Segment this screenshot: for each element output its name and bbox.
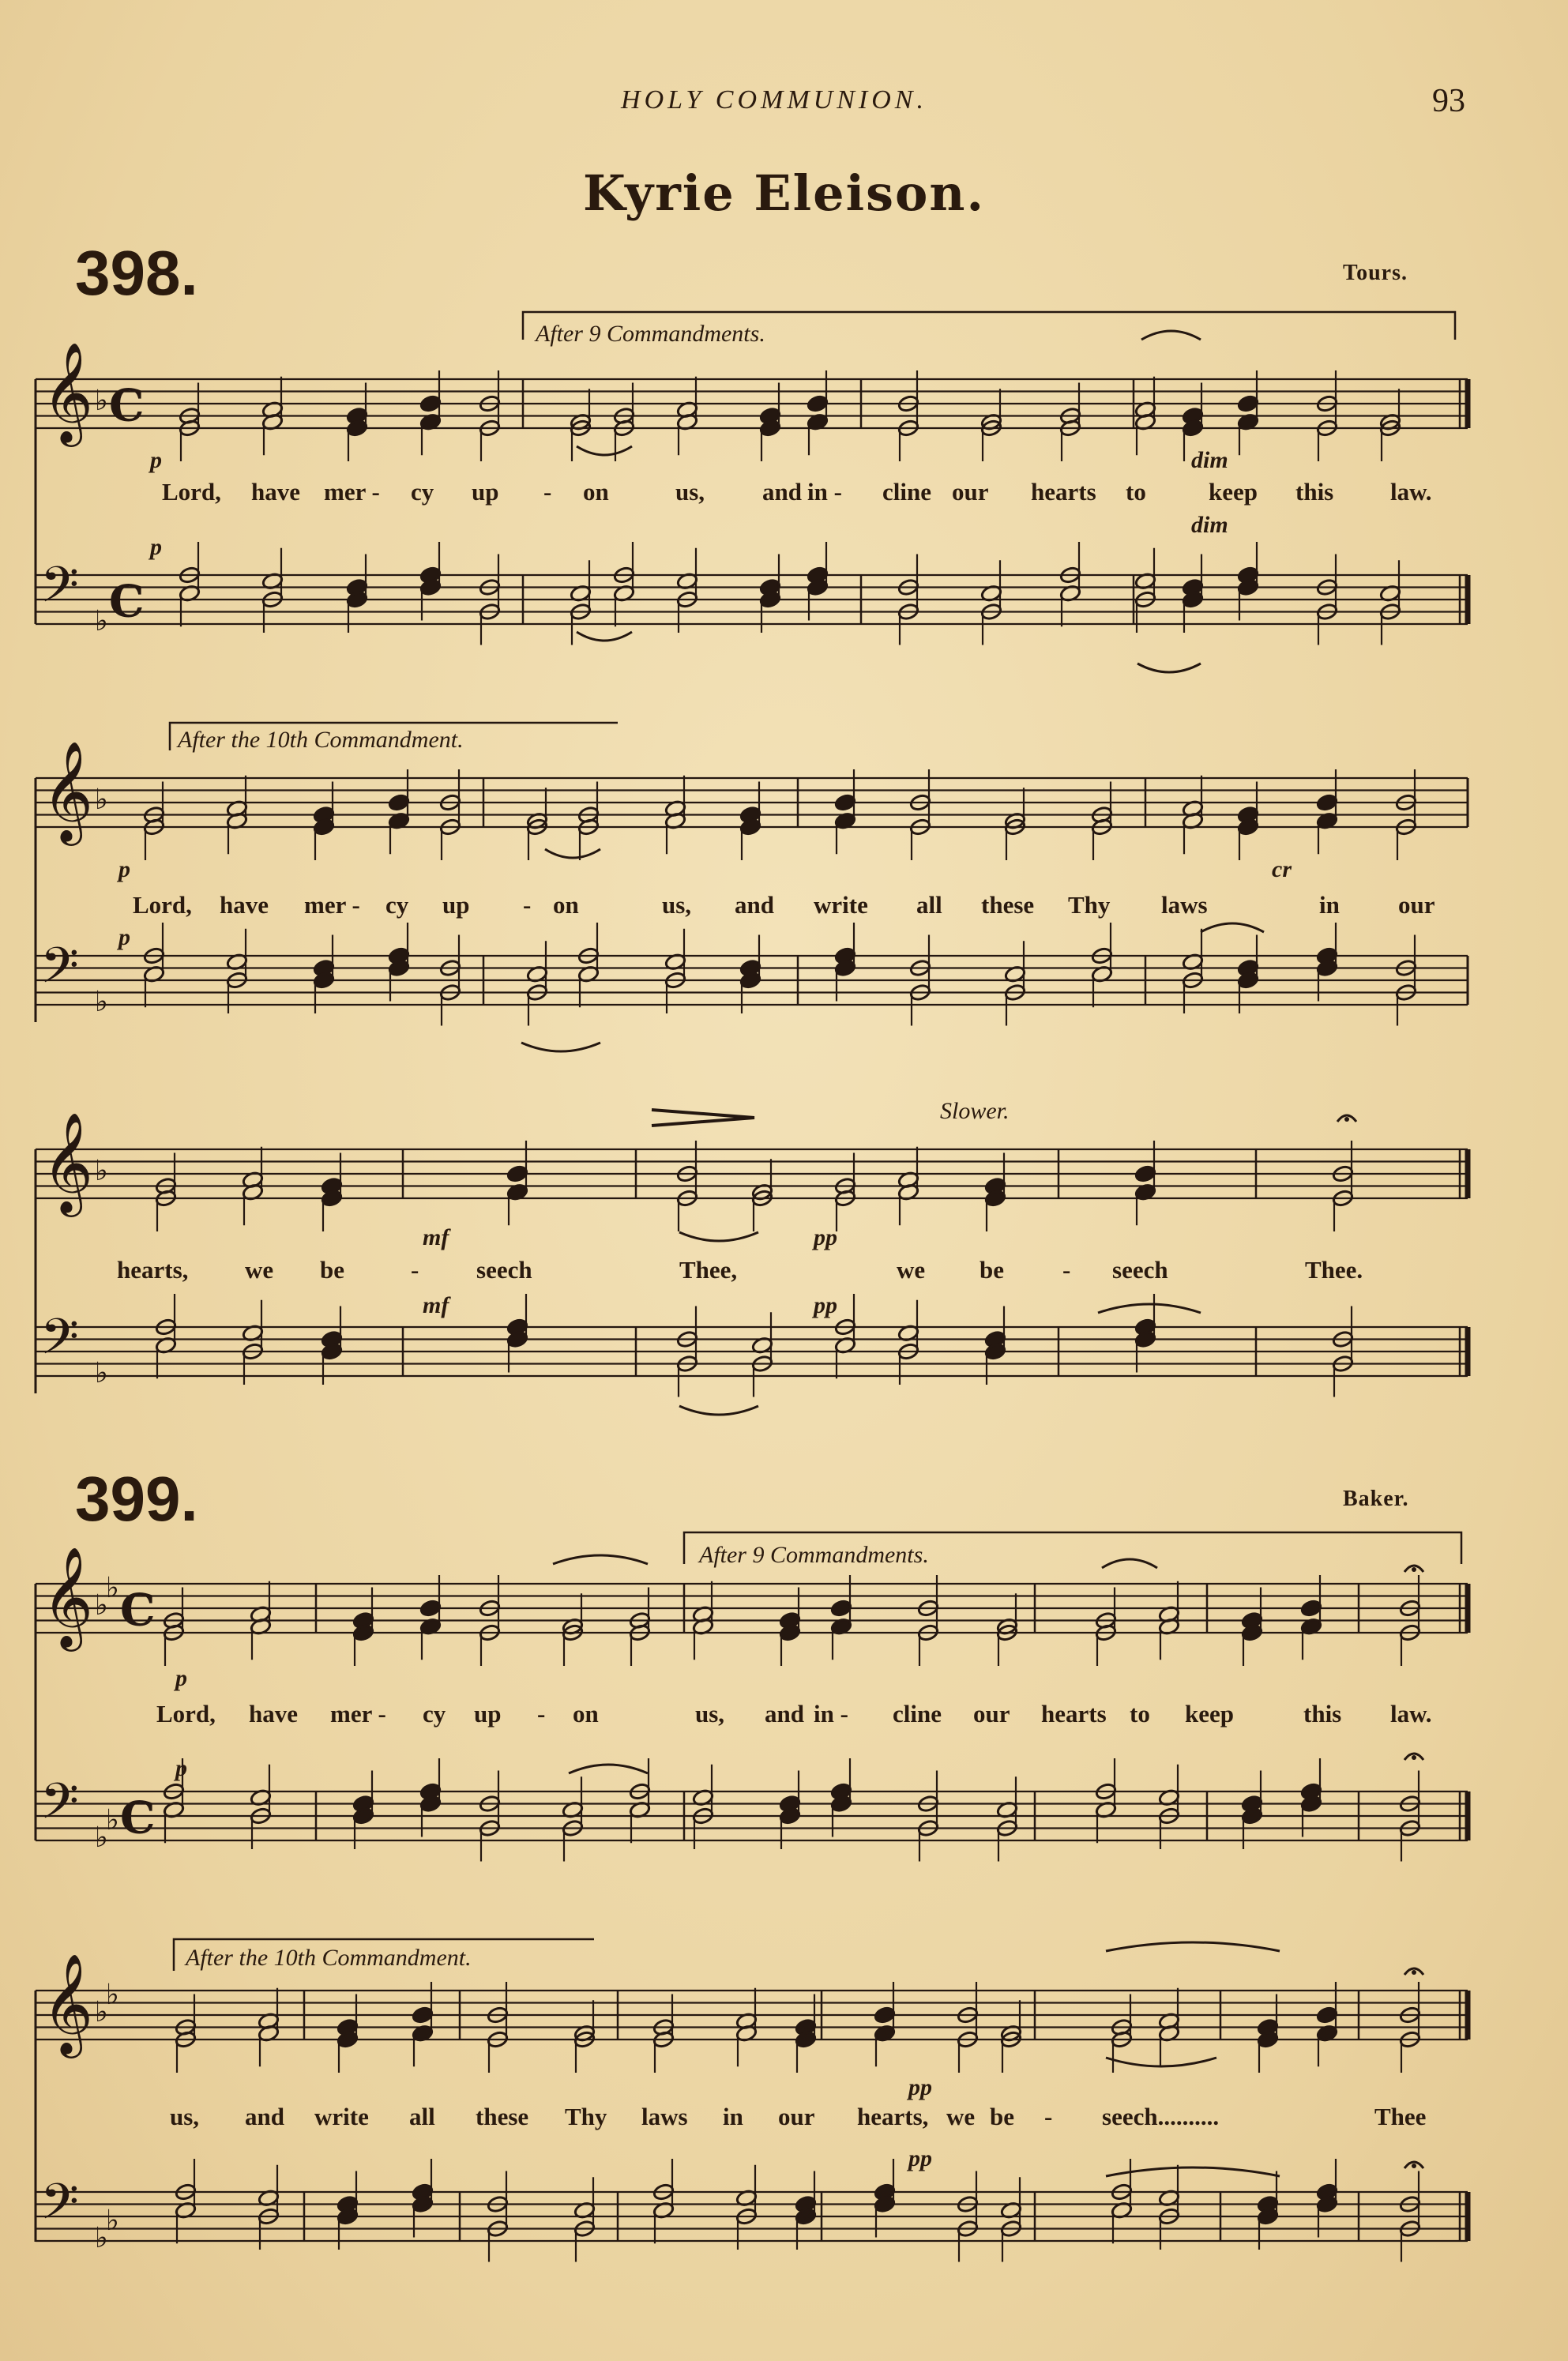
slur xyxy=(1102,1559,1157,1568)
flat-icon: ♭ xyxy=(95,1356,108,1389)
lyric-syllable: cy xyxy=(423,1700,446,1728)
flat-icon: ♭ xyxy=(95,1821,108,1854)
flat-icon: ♭ xyxy=(95,604,108,637)
lyric-syllable: on xyxy=(583,478,609,506)
lyric-syllable: our xyxy=(973,1700,1010,1728)
dynamic-399-1-treble: p xyxy=(175,1665,187,1691)
lyric-syllable: mer - xyxy=(330,1700,386,1728)
lyric-syllable: Thy xyxy=(1068,891,1111,919)
note-head xyxy=(1237,394,1259,412)
flat-icon: ♭ xyxy=(106,1804,119,1837)
slur xyxy=(1137,664,1201,672)
common-time-icon: C xyxy=(109,379,145,432)
lyric-syllable: our xyxy=(952,478,989,506)
lyric-syllable: have xyxy=(220,891,269,919)
slur xyxy=(679,1232,758,1241)
flat-icon: ♭ xyxy=(95,1588,108,1622)
lyric-syllable: and xyxy=(765,1700,804,1728)
dynamic-398-3-pp-treble: pp xyxy=(814,1224,837,1250)
rubric-399-2: After the 10th Commandment. xyxy=(186,1945,472,1971)
slur xyxy=(577,632,632,641)
page-number: 93 xyxy=(1432,83,1465,119)
note-head xyxy=(1316,2006,1338,2024)
page-title: Kyrie Eleison. xyxy=(582,164,986,222)
lyric-syllable: Thee. xyxy=(1305,1256,1363,1284)
lyric-syllable: Thy xyxy=(565,2103,607,2130)
rubric-bracket xyxy=(684,1532,1461,1564)
accent-icon xyxy=(652,1110,754,1126)
lyric-syllable: us, xyxy=(675,478,705,506)
lyric-syllable: hearts xyxy=(1031,478,1096,506)
lyric-syllable: - xyxy=(537,1700,546,1728)
treble-clef-icon: 𝄞 xyxy=(42,1953,94,2054)
lyric-syllable: have xyxy=(249,1700,298,1728)
lyric-syllable: Lord, xyxy=(133,891,192,919)
lyric-syllable: these xyxy=(476,2103,529,2130)
lyric-syllable: write xyxy=(314,2103,369,2130)
note-head xyxy=(506,1164,528,1182)
rubric-bracket xyxy=(174,1939,594,1971)
dynamic-398-1-dim-bass: dim xyxy=(1191,512,1228,538)
lyric-syllable: law. xyxy=(1390,1700,1432,1728)
slur xyxy=(569,1765,648,1773)
lyric-syllable: law. xyxy=(1390,478,1432,506)
lyric-syllable: up xyxy=(442,891,470,919)
lyric-syllable: have xyxy=(251,478,300,506)
slur xyxy=(1201,923,1264,932)
dynamic-398-1-dim-treble: dim xyxy=(1191,447,1228,473)
slur xyxy=(545,849,600,858)
treble-clef-icon: 𝄞 xyxy=(42,1546,94,1647)
lyric-syllable: seech xyxy=(1112,1256,1168,1284)
lyric-syllable: us, xyxy=(170,2103,200,2130)
note-head xyxy=(419,1599,442,1617)
lyric-syllable: this xyxy=(1303,1700,1342,1728)
note-head xyxy=(419,394,442,412)
lyric-syllable: - xyxy=(543,478,552,506)
dynamic-398-3-mf-bass: mf xyxy=(423,1292,449,1318)
tempo-398-3: Slower. xyxy=(940,1098,1010,1124)
note-head xyxy=(412,2006,434,2024)
rubric-bracket xyxy=(523,312,1455,340)
flat-icon: ♭ xyxy=(95,985,108,1018)
lyric-syllable: mer - xyxy=(324,478,380,506)
dynamic-398-1-bass: p xyxy=(150,534,162,560)
flat-icon: ♭ xyxy=(95,1995,108,2028)
lyric-syllable: be xyxy=(980,1256,1004,1284)
slur xyxy=(679,1406,758,1415)
note-head xyxy=(834,793,856,811)
lyric-syllable: in xyxy=(723,2103,743,2130)
dynamic-399-2-pp-bass: pp xyxy=(908,2145,932,2171)
lyric-syllable: on xyxy=(573,1700,599,1728)
lyric-syllable: cy xyxy=(385,891,409,919)
lyric-syllable: up xyxy=(472,478,499,506)
rubric-bracket xyxy=(170,723,618,750)
slur xyxy=(1106,1942,1280,1951)
lyric-syllable: Thee xyxy=(1374,2103,1427,2130)
slur xyxy=(577,446,632,455)
bass-clef-icon: 𝄢 xyxy=(40,936,79,1006)
lyric-syllable: be xyxy=(990,2103,1014,2130)
dynamic-399-1-bass: p xyxy=(175,1755,187,1781)
dynamic-398-3-mf-treble: mf xyxy=(423,1224,449,1250)
running-title: HOLY COMMUNION. xyxy=(621,85,927,115)
composer-399: Baker. xyxy=(1343,1487,1409,1511)
common-time-icon: C xyxy=(120,1584,156,1637)
lyric-syllable: - xyxy=(523,891,532,919)
lyric-syllable: our xyxy=(1398,891,1435,919)
treble-clef-icon: 𝄞 xyxy=(42,740,94,841)
lyric-syllable: Lord, xyxy=(156,1700,216,1728)
treble-clef-icon: 𝄞 xyxy=(42,341,94,442)
slur xyxy=(521,1043,600,1051)
fermata-dot xyxy=(1412,1755,1416,1760)
lyric-syllable: - xyxy=(1044,2103,1053,2130)
bass-clef-icon: 𝄢 xyxy=(40,555,79,626)
slur xyxy=(1141,331,1201,340)
flat-icon: ♭ xyxy=(95,1154,108,1187)
slur xyxy=(1106,2167,1280,2176)
lyric-syllable: these xyxy=(981,891,1035,919)
lyric-syllable: hearts, xyxy=(117,1256,189,1284)
lyric-syllable: cy xyxy=(411,478,434,506)
slur xyxy=(553,1555,648,1564)
common-time-icon: C xyxy=(120,1791,156,1844)
lyric-syllable: be xyxy=(320,1256,344,1284)
slur xyxy=(1098,1304,1201,1313)
lyric-syllable: and xyxy=(735,891,774,919)
lyric-syllable: Lord, xyxy=(162,478,221,506)
lyric-syllable: we xyxy=(245,1256,274,1284)
lyric-syllable: in - xyxy=(807,478,842,506)
note-head xyxy=(1134,1164,1156,1182)
note-head xyxy=(388,793,410,811)
note-head xyxy=(807,394,829,412)
lyric-syllable: hearts, xyxy=(857,2103,929,2130)
lyric-syllable: seech.......... xyxy=(1102,2103,1220,2130)
lyric-syllable: to xyxy=(1130,1700,1150,1728)
lyric-syllable: mer - xyxy=(304,891,360,919)
lyric-syllable: in xyxy=(1319,891,1340,919)
lyric-syllable: all xyxy=(916,891,942,919)
note-head xyxy=(830,1599,852,1617)
note-head xyxy=(1300,1599,1322,1617)
flat-icon: ♭ xyxy=(95,783,108,816)
lyric-syllable: laws xyxy=(641,2103,688,2130)
dynamic-398-1-treble: p xyxy=(150,447,162,473)
dynamic-398-2-cr: cr xyxy=(1272,856,1292,882)
flat-icon: ♭ xyxy=(106,2205,119,2238)
fermata-dot xyxy=(1412,1567,1416,1572)
lyric-syllable: laws xyxy=(1161,891,1208,919)
bass-clef-icon: 𝄢 xyxy=(40,2172,79,2243)
lyric-syllable: to xyxy=(1126,478,1146,506)
treble-clef-icon: 𝄞 xyxy=(42,1111,94,1212)
lyric-syllable: - xyxy=(411,1256,419,1284)
rubric-398-1: After 9 Commandments. xyxy=(536,321,765,347)
bass-clef-icon: 𝄢 xyxy=(40,1307,79,1378)
lyric-syllable: cline xyxy=(882,478,931,506)
dynamic-398-3-pp-bass: pp xyxy=(814,1292,837,1318)
lyric-syllable: on xyxy=(553,891,579,919)
lyric-syllable: Thee, xyxy=(679,1256,738,1284)
dynamic-398-2-treble: p xyxy=(118,856,130,882)
lyric-syllable: and xyxy=(762,478,802,506)
flat-icon: ♭ xyxy=(95,2221,108,2254)
lyric-syllable: all xyxy=(409,2103,435,2130)
fermata-dot xyxy=(1412,1970,1416,1975)
lyric-syllable: hearts xyxy=(1041,1700,1107,1728)
lyric-syllable: in - xyxy=(814,1700,848,1728)
rubric-398-2: After the 10th Commandment. xyxy=(178,727,464,753)
flat-icon: ♭ xyxy=(106,1979,119,2012)
lyric-syllable: we xyxy=(897,1256,926,1284)
lyric-syllable: our xyxy=(778,2103,815,2130)
dynamic-399-2-pp-treble: pp xyxy=(908,2074,932,2100)
flat-icon: ♭ xyxy=(106,1572,119,1605)
lyric-syllable: us, xyxy=(662,891,692,919)
hymn-number-398: 398. xyxy=(75,238,198,308)
note-head xyxy=(874,2006,896,2024)
lyric-syllable: us, xyxy=(695,1700,725,1728)
lyric-syllable: up xyxy=(474,1700,502,1728)
lyric-syllable: keep xyxy=(1209,478,1258,506)
lyric-syllable: cline xyxy=(893,1700,942,1728)
bass-clef-icon: 𝄢 xyxy=(40,1772,79,1842)
common-time-icon: C xyxy=(109,575,145,628)
lyric-syllable: seech xyxy=(476,1256,532,1284)
lyric-syllable: - xyxy=(1062,1256,1071,1284)
flat-icon: ♭ xyxy=(95,384,108,417)
rubric-399-1: After 9 Commandments. xyxy=(699,1542,929,1568)
lyric-syllable: write xyxy=(814,891,868,919)
lyric-syllable: this xyxy=(1295,478,1334,506)
dynamic-398-2-bass: p xyxy=(118,924,130,950)
fermata-dot xyxy=(1344,1117,1349,1122)
fermata-dot xyxy=(1412,2164,1416,2168)
note-head xyxy=(1316,793,1338,811)
lyric-syllable: and xyxy=(245,2103,284,2130)
lyric-syllable: keep xyxy=(1185,1700,1234,1728)
hymn-number-399: 399. xyxy=(75,1464,198,1534)
composer-398: Tours. xyxy=(1343,261,1408,285)
lyric-syllable: we xyxy=(946,2103,976,2130)
